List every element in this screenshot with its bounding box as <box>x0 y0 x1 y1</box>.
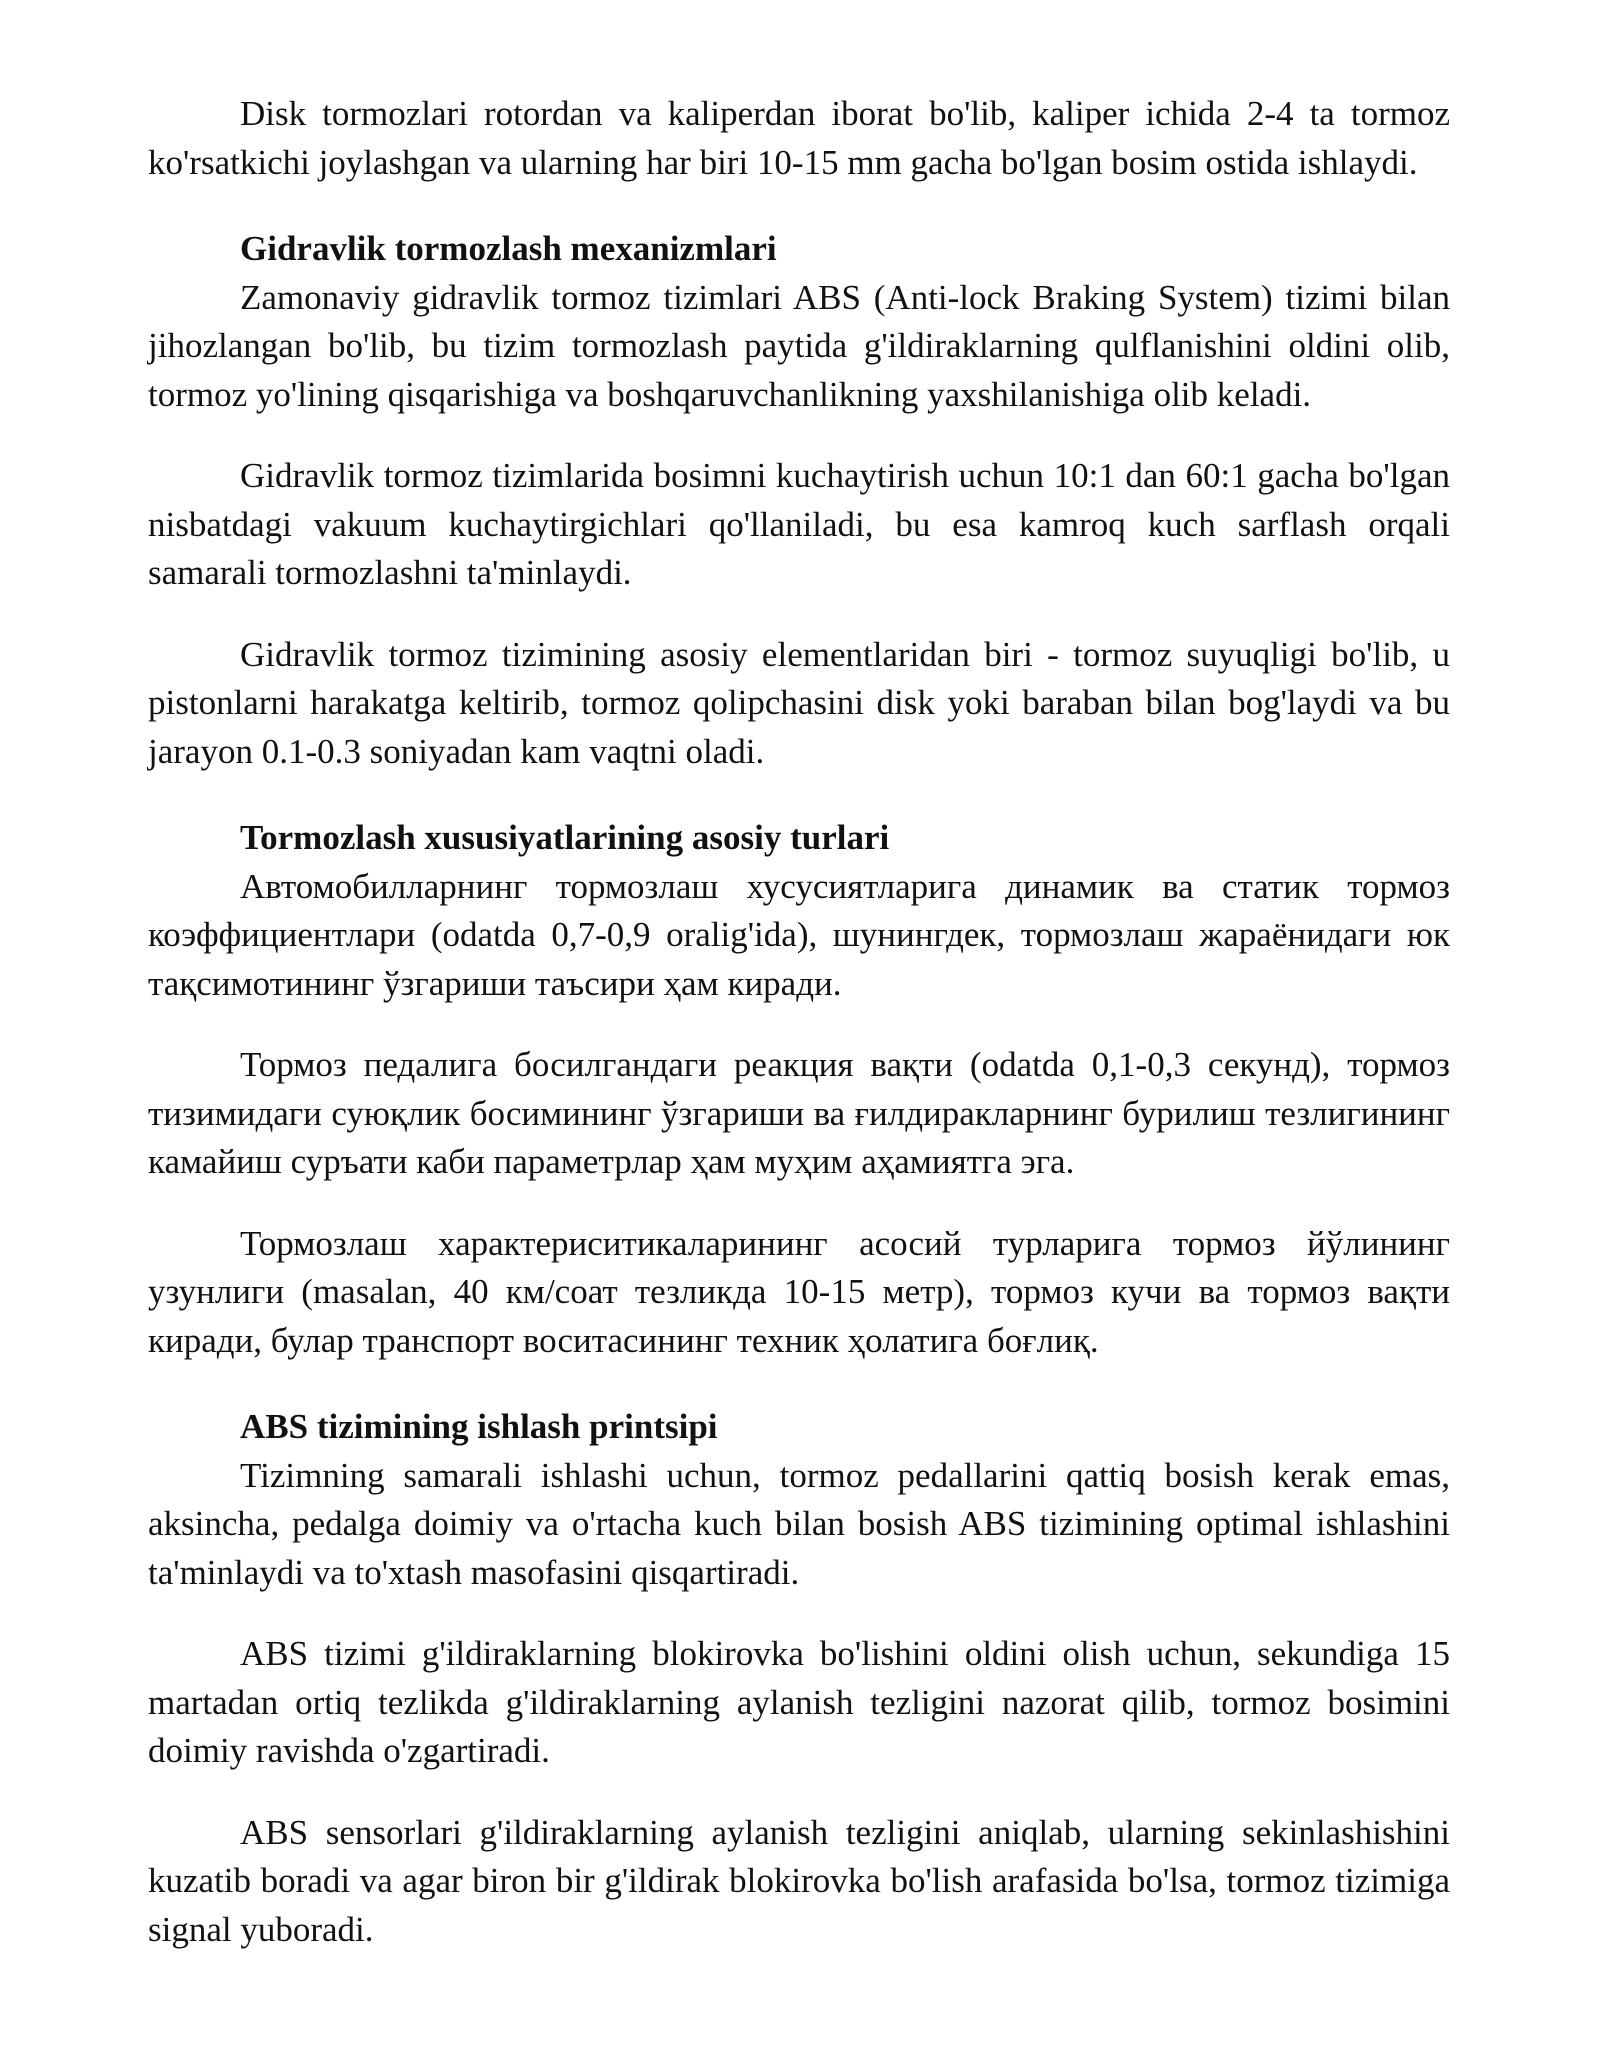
heading-hydraulic-mechanisms: Gidravlik tormozlash mexanizmlari <box>240 229 777 268</box>
paragraph-abs-equipped: Zamonaviy gidravlik tormoz tizimlari ABS (Anti-lock Braking System) tizimi bilan jihozlangan bo'lib, bu tizim tormozlash paytida g'ildiraklarning qulflanishini oldini olib, tormoz yo'lining qisqarishiga va boshqaruvchanlikning yaxshilanishiga olib keladi. <box>148 277 1450 414</box>
heading-abs-principle: ABS tizimining ishlash printsipi <box>240 1407 718 1446</box>
document-page <box>148 90 1450 1954</box>
paragraph-braking-coefficients: Автомобилларнинг тормозлаш хусусиятларига динамик ва статик тормоз коэффициентлари (odatda 0,7-0,9 oralig'ida), шунингдек, тормозлаш жараёнидаги юк тақсимотининг ўзгариши таъсири ҳам киради. <box>148 866 1450 1003</box>
heading-braking-properties: Tormozlash xususiyatlarining asosiy turlari <box>240 818 890 857</box>
paragraph-brake-fluid: Gidravlik tormoz tizimining asosiy elementlaridan biri - tormoz suyuqligi bo'lib, u pistonlarni harakatga keltirib, tormoz qolipchasini disk yoki baraban bilan bog'laydi va bu jarayon 0.1-0.3 soniyadan kam vaqtni oladi. <box>148 634 1450 771</box>
paragraph-pedal-force: Tizimning samarali ishlashi uchun, tormoz pedallarini qattiq bosish kerak emas, aksincha, pedalga doimiy va o'rtacha kuch bilan bosish ABS tizimining optimal ishlashini ta'minlaydi va to'xtash masofasini qisqartiradi. <box>148 1455 1450 1592</box>
paragraph-vacuum-boosters: Gidravlik tormoz tizimlarida bosimni kuchaytirish uchun 10:1 dan 60:1 gacha bo'lgan nisbatdagi vakuum kuchaytirgichlari qo'llaniladi, bu esa kamroq kuch sarflash orqali samarali tormozlashni ta'minlaydi. <box>148 456 1450 592</box>
paragraph-abs-modulation: ABS tizimi g'ildiraklarning blokirovka bo'lishini oldini olish uchun, sekundiga 15 martadan ortiq tezlikda g'ildiraklarning aylanish tezligini nazorat qilib, tormoz bosimini doimiy ravishda o'zgartiradi. <box>148 1634 1450 1770</box>
paragraph-abs-sensors: ABS sensorlari g'ildiraklarning aylanish tezligini aniqlab, ularning sekinlashishini kuzatib boradi va agar biron bir g'ildirak blokirovka bo'lish arafasida bo'lsa, tormoz tizimiga signal yuboradi. <box>148 1812 1450 1949</box>
paragraph-reaction-time: Тормоз педалига босилгандаги реакция вақти (odatda 0,1-0,3 секунд), тормоз тизимидаги суюқлик босимининг ўзгариши ва ғилдиракларнинг бурилиш тезлигининг камайиш суръати каби параметрлар ҳам муҳим аҳамиятга эга. <box>148 1045 1450 1181</box>
paragraph-braking-distance: Тормозлаш характериситикаларининг асосий турларига тормоз йўлининг узунлиги (masalan, 40 км/соат тезликда 10-15 метр), тормоз кучи ва тормоз вақти киради, булар транспорт воситасининг техник ҳолатига боғлиқ. <box>148 1223 1450 1360</box>
paragraph-disk-brakes: Disk tormozlari rotordan va kaliperdan iborat bo'lib, kaliper ichida 2-4 ta tormoz ko'rsatkichi joylashgan va ularning har biri 10-15 mm gacha bo'lgan bosim ostida ishlaydi. <box>148 94 1450 182</box>
